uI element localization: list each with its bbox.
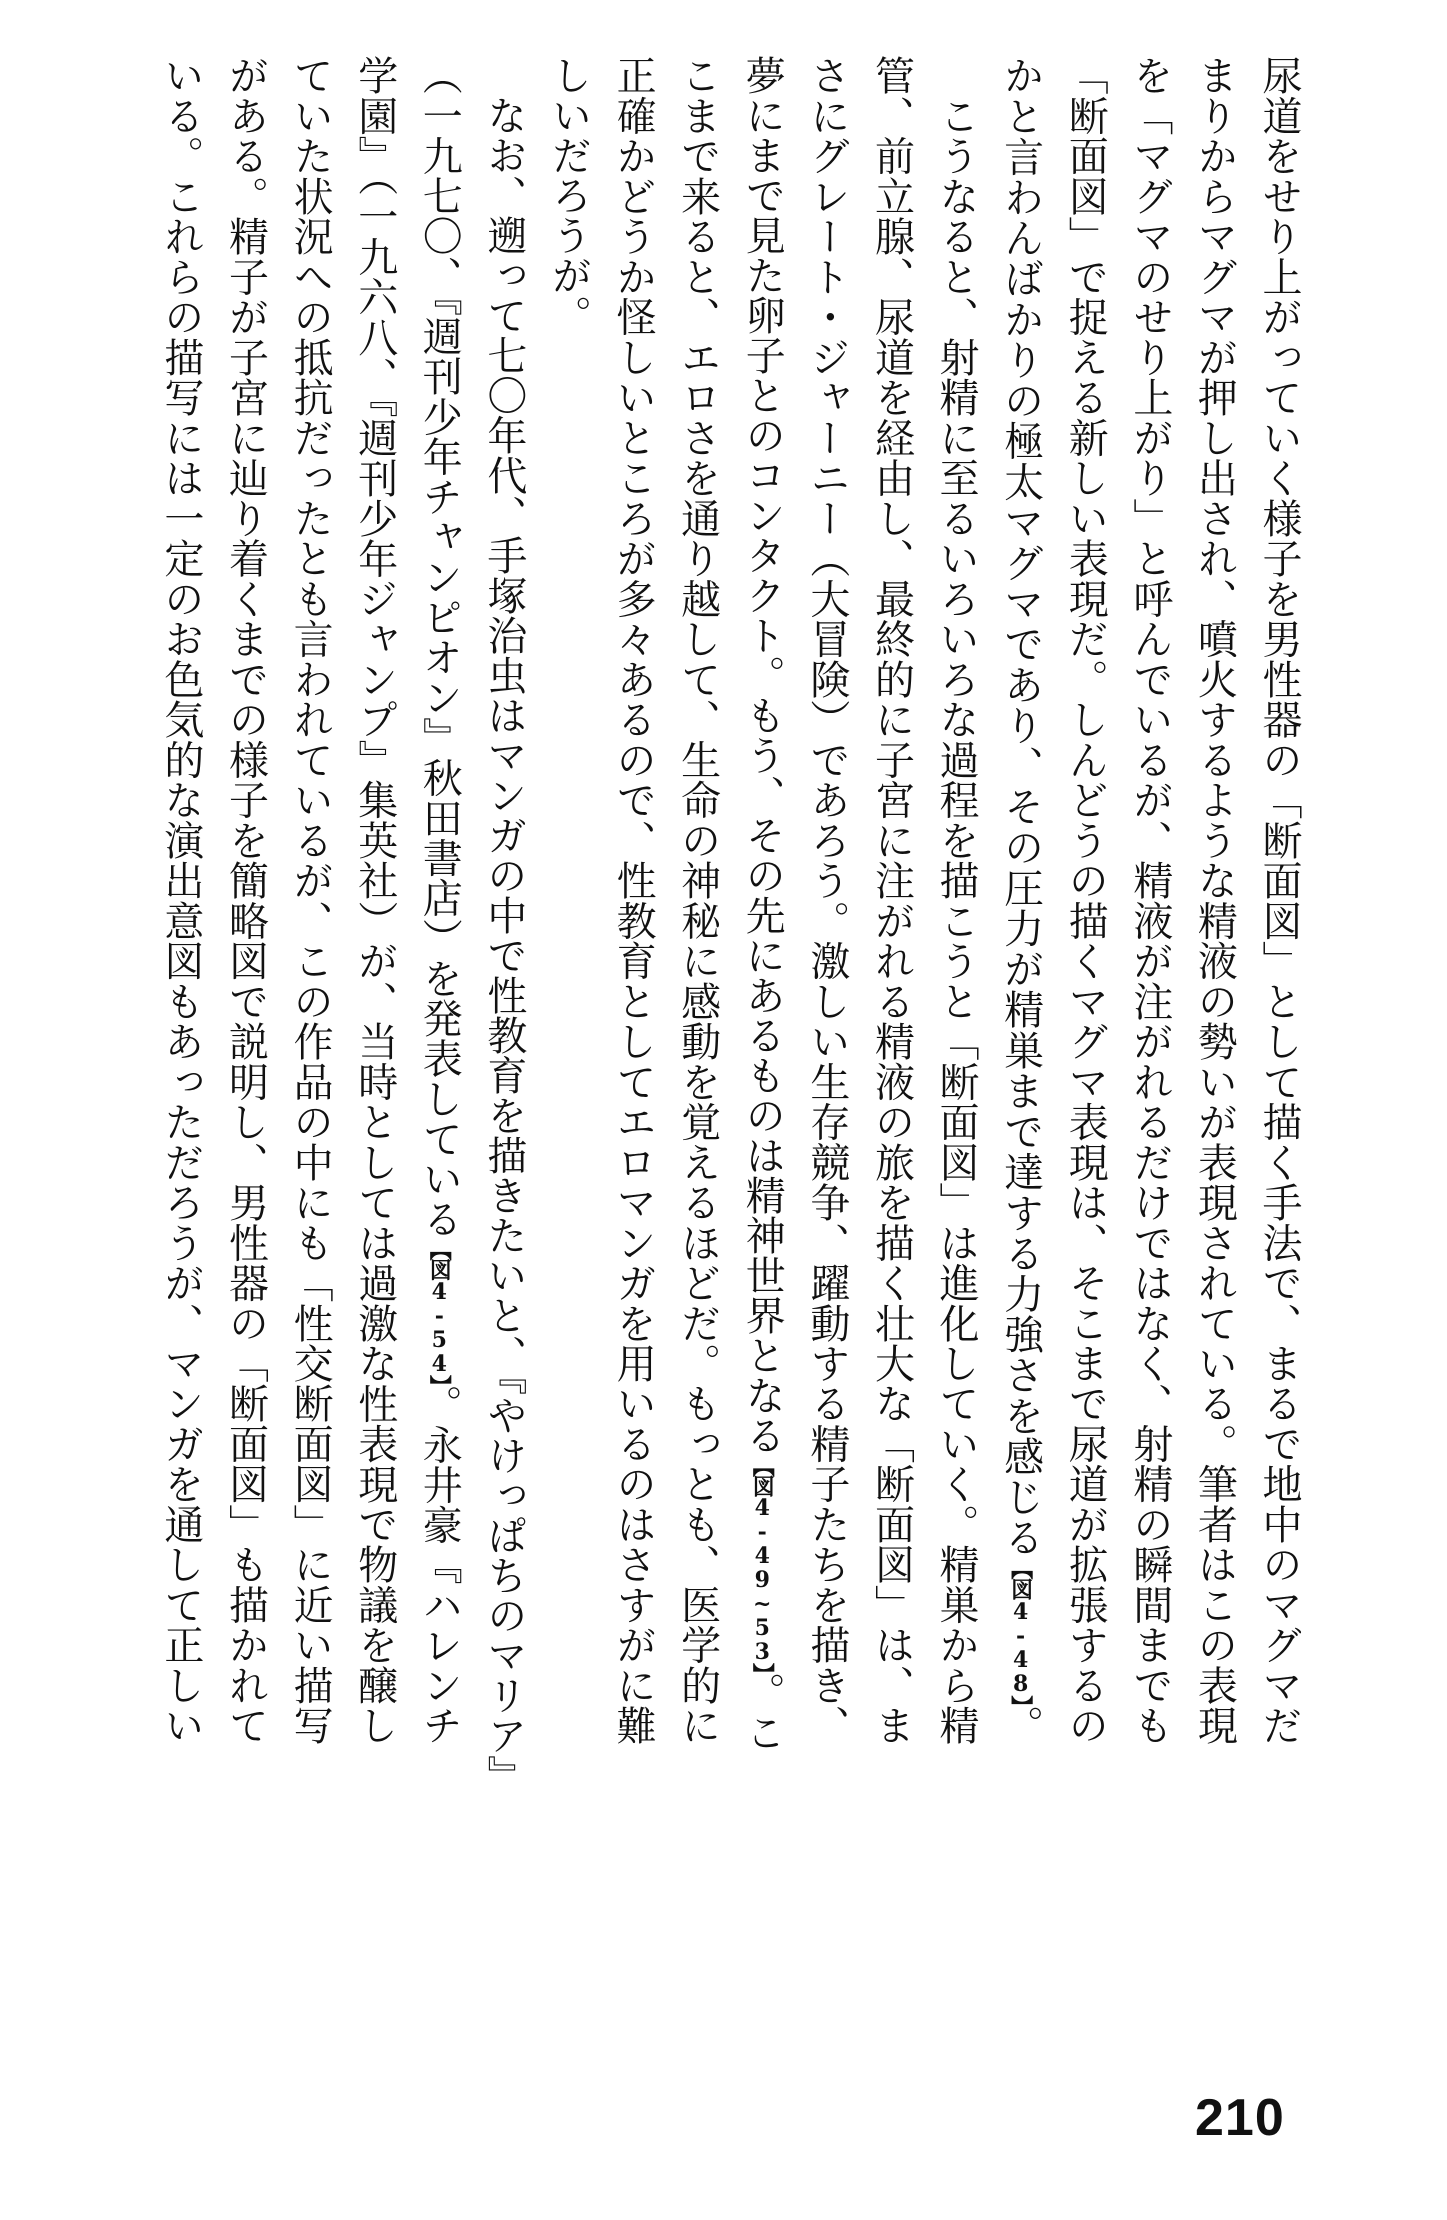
page-number: 210 — [1195, 2089, 1285, 2147]
column-text: いる。これらの描写には一定のお色気的な演出意図もあっただろうが、マンガを通して正しい — [157, 55, 204, 1745]
column-text: さにグレート・ジャーニー（大冒険）であろう。激しい生存競争、躍動する精子たちを描き、 — [803, 55, 850, 1745]
column-text: 。 — [997, 1705, 1044, 1746]
column-text: を「マグマのせり上がり」と呼んでいるが、精液が注がれるだけではなく、射精の瞬間までも — [1126, 55, 1173, 1745]
column-text: ていた状況への抵抗だったとも言われているが、この作品の中にも「性交断面図」に近い描写 — [287, 55, 334, 1745]
figure-reference: 【図4-48】 — [1007, 1557, 1034, 1706]
text-column — [342, 55, 407, 1745]
text-column — [1182, 55, 1247, 1745]
column-text: 。永井豪『ハレンチ — [416, 1384, 463, 1746]
text-column — [988, 55, 1053, 1745]
figure-reference: 【図4-54】 — [426, 1238, 453, 1385]
text-column — [600, 55, 665, 1745]
column-text: 尿道をせり上がっていく様子を男性器の「断面図」として描く手法で、まるで地中のマグマだ — [1256, 55, 1302, 1745]
text-column — [1053, 55, 1118, 1745]
column-text: （一九七〇、『週刊少年チャンピオン』秋田書店）を発表している — [416, 55, 463, 1239]
column-text: こうなると、射精に至るいろいろな過程を描こうと「断面図」は進化していく。精巣から精 — [933, 55, 980, 1745]
body-text — [148, 55, 1311, 1795]
text-column — [1246, 55, 1311, 1745]
column-text: 。こ — [739, 1672, 786, 1752]
figure-reference: 【図4-49~53】 — [749, 1455, 776, 1672]
column-text: なお、遡って七〇年代、手塚治虫はマンガの中で性教育を描きたいと、『やけっぱちのマリア』 — [480, 55, 527, 1795]
text-column — [148, 55, 213, 1745]
column-text: 学園』（一九六八、『週刊少年ジャンプ』集英社）が、当時としては過激な性表現で物議を醸し — [351, 55, 398, 1745]
text-column — [213, 55, 278, 1745]
column-text: 管、前立腺、尿道を経由し、最終的に子宮に注がれる精液の旅を描く壮大な「断面図」は、ま — [868, 55, 915, 1745]
column-text: こまで来ると、エロさを通り越して、生命の神秘に感動を覚えるほどだ。もっとも、医学的に — [674, 55, 721, 1745]
text-column — [794, 55, 859, 1745]
text-column — [923, 55, 988, 1745]
column-text: 「断面図」で捉える新しい表現だ。しんどうの描くマグマ表現は、そこまで尿道が拡張するの — [1062, 55, 1109, 1745]
text-column — [730, 55, 795, 1752]
column-text: しいだろうが。 — [545, 55, 592, 335]
text-column — [665, 55, 730, 1745]
text-column — [859, 55, 924, 1745]
column-text: 夢にまで見た卵子とのコンタクト。もう、その先にあるものは精神世界となる — [739, 55, 786, 1455]
column-text: かと言わんばかりの極太マグマであり、その圧力が精巣まで達する力強さを感じる — [997, 55, 1044, 1558]
text-column — [536, 55, 601, 1745]
text-column — [278, 55, 343, 1745]
column-text: まりからマグマが押し出され、噴火するような精液の勢いが表現されている。筆者はこの表現 — [1191, 55, 1238, 1745]
column-text: 正確かどうか怪しいところが多々あるので、性教育としてエロマンガを用いるのはさすがに難 — [610, 55, 657, 1745]
text-column — [1117, 55, 1182, 1745]
text-column — [407, 55, 472, 1745]
text-column — [471, 55, 536, 1795]
column-text: がある。精子が子宮に辿り着くまでの様子を簡略図で説明し、男性器の「断面図」も描かれて — [222, 55, 269, 1745]
